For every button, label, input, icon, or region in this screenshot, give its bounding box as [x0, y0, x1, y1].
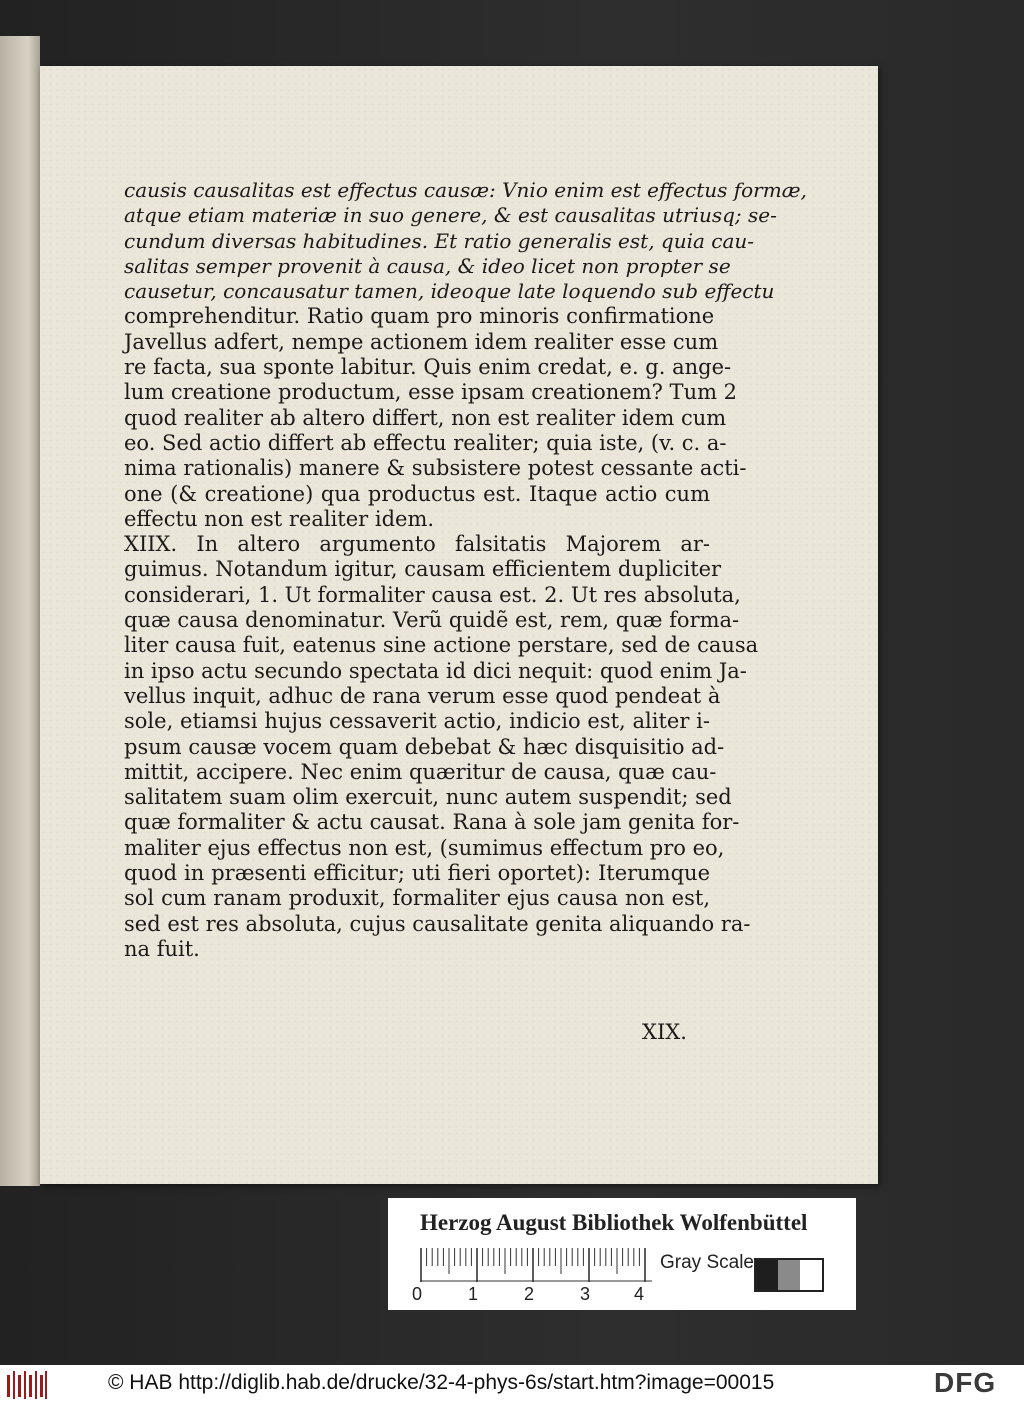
ruler-label: 2 — [524, 1284, 535, 1304]
text-line: in ipso actu secundo spectata id dici nequit: quod enim Ja- — [124, 658, 747, 683]
page-text — [124, 178, 807, 962]
color-scale-card — [388, 1198, 856, 1310]
text-line: atque etiam materiæ in suo genere, & est causalitas utriusq; se- — [124, 203, 777, 228]
ruler-label: 4 — [634, 1284, 645, 1304]
ruler-labels — [412, 1284, 652, 1306]
text-line: quæ causa denominatur. Verũ quidẽ est, rem, quæ forma- — [124, 608, 740, 633]
dfg-logo: DFG — [934, 1367, 997, 1398]
text-line: na fuit. — [124, 936, 200, 961]
text-line: re facta, sua sponte labitur. Quis enim credat, e. g. ange- — [124, 355, 732, 380]
text-line: eo. Sed actio differt ab effectu realiter; quia iste, (v. c. a- — [124, 430, 727, 455]
gray-patch-mid — [778, 1260, 800, 1290]
text-line: causetur, concausatur tamen, ideoque late loquendo sub effectu — [124, 279, 775, 304]
text-line: sol cum ranam produxit, formaliter ejus causa non est, — [124, 886, 710, 911]
hab-barcode-icon — [6, 1369, 48, 1401]
text-line: guimus. Notandum igitur, causam efficientem dupliciter — [124, 557, 722, 582]
text-line: causis causalitas est effectus causæ: Vnio enim est effectus formæ, — [124, 178, 807, 202]
catchword: XIX. — [642, 1020, 687, 1044]
library-title: Herzog August Bibliothek Wolfenbüttel — [420, 1210, 808, 1235]
text-line: quæ formaliter & actu causat. Rana à sole jam genita for- — [124, 810, 740, 835]
text-line: maliter ejus effectus non est, (sumimus effectum pro eo, — [124, 835, 725, 860]
text-line: considerari, 1. Ut formaliter causa est. 2. Ut res absoluta, — [124, 582, 741, 607]
ruler-label: 0 — [412, 1284, 423, 1304]
text-line: quod in præsenti efficitur; uti fieri oportet): Iterumque — [124, 861, 710, 886]
ruler-label: 3 — [580, 1284, 591, 1304]
text-line: liter causa fuit, eatenus sine actione perstare, sed de causa — [124, 633, 759, 658]
footer-bar — [0, 1365, 1024, 1405]
text-line: one (& creatione) qua productus est. Itaque actio cum — [124, 481, 710, 506]
scanned-page — [40, 66, 878, 1184]
gray-scale-swatch — [754, 1258, 824, 1292]
gray-patch-white — [800, 1260, 822, 1290]
text-line: vellus inquit, adhuc de rana verum esse quod pendeat à — [124, 683, 721, 708]
ruler — [420, 1248, 652, 1282]
text-line: lum creatione productum, esse ipsam creationem? Tum 2 — [124, 380, 738, 405]
gray-scale-label: Gray Scale — [660, 1252, 754, 1273]
text-line: salitas semper provenit à causa, & ideo licet non propter se — [124, 253, 731, 278]
text-line: psum causæ vocem quam debebat & hæc disquisitio ad- — [124, 734, 725, 759]
copyright-url: © HAB http://diglib.hab.de/drucke/32-4-phys-6s/start.htm?image=00015 — [108, 1371, 775, 1394]
text-line: quod realiter ab altero differt, non est realiter idem cum — [124, 405, 727, 430]
text-line: sed est res absoluta, cujus causalitate genita aliquando ra- — [124, 911, 751, 936]
text-line: cundum diversas habitudines. Et ratio generalis est, quia cau- — [124, 228, 755, 253]
text-line: Javellus adfert, nempe actionem idem realiter esse cum — [124, 329, 719, 354]
text-line: sole, etiamsi hujus cessaverit actio, indicio est, aliter i- — [124, 709, 710, 734]
text-line: mittit, accipere. Nec enim quæritur de causa, quæ cau- — [124, 759, 717, 784]
ruler-label: 1 — [468, 1284, 479, 1304]
gray-patch-black — [756, 1260, 778, 1290]
text-line: nima rationalis) manere & subsistere potest cessante acti- — [124, 456, 747, 481]
previous-page-edge — [0, 36, 40, 1186]
text-line: comprehenditur. Ratio quam pro minoris confirmatione — [124, 304, 715, 329]
text-line: effectu non est realiter idem. — [124, 506, 435, 531]
text-line: salitatem suam olim exercuit, nunc autem suspendit; sed — [124, 785, 732, 810]
text-line: XIIX. In altero argumento falsitatis Majorem ar- — [124, 532, 710, 557]
